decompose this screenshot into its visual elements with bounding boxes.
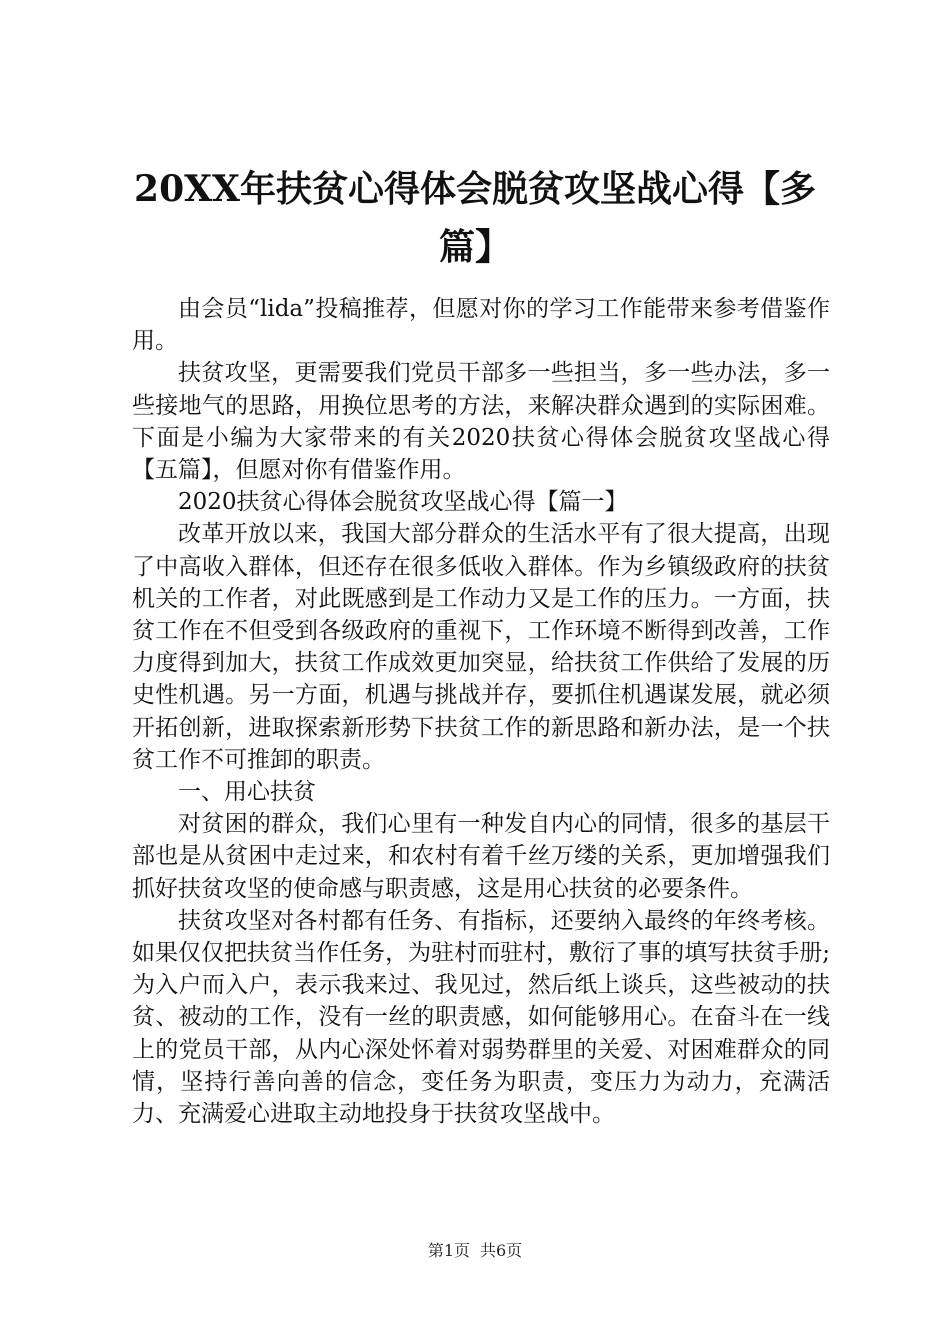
page-footer — [0, 1241, 950, 1261]
paragraph-body: 改革开放以来，我国大部分群众的生活水平有了很大提高，出现了中高收入群体，但还存在很多低收入群体。作为乡镇级政府的扶贫机关的工作者，对此既感到是工作动力又是工作的压力。一方面，扶贫工作在不但受到各级政府的重视下，工作环境不断得到改善，工作力度得到加大，扶贫工作成效更加突显，给扶贫工作供给了发展的历史性机遇。另一方面，机遇与挑战并存，要抓住机遇谋发展，就必须开拓创新，进取探索新形势下扶贫工作的新思路和新办法，是一个扶贫工作不可推卸的职责。 — [132, 521, 830, 773]
paragraph-body: 对贫困的群众，我们心里有一种发自内心的同情，很多的基层干部也是从贫困中走过来，和农村有着千丝万缕的关系，更加增强我们抓好扶贫攻坚的使命感与职责感，这是用心扶贫的必要条件。 — [132, 811, 830, 902]
paragraph-intro: 扶贫攻坚，更需要我们党员干部多一些担当，多一些办法，多一些接地气的思路，用换位思考的方法，来解决群众遇到的实际困难。下面是小编为大家带来的有关2020扶贫心得体会脱贫攻坚战心得【五篇】，但愿对你有借鉴作用。 — [132, 360, 830, 484]
paragraph-source-note: 由会员“lida”投稿推荐，但愿对你的学习工作能带来参考借鉴作用。 — [132, 296, 830, 355]
subsection-heading: 一、用心扶贫 — [178, 779, 316, 806]
paragraph-body: 扶贫攻坚对各村都有任务、有指标，还要纳入最终的年终考核。如果仅仅把扶贫当作任务，为驻村而驻村，敷衍了事的填写扶贫手册;为入户而入户，表示我来过、我见过，然后纸上谈兵，这些被动的扶贫、被动的工作，没有一丝的职责感，如何能够用心。在奋斗在一线上的党员干部，从内心深处怀着对弱势群里的关爱、对困难群众的同情，坚持行善向善的信念，变任务为职责，变压力为动力，充满活力、充满爱心进取主动地投身于扶贫攻坚战中。 — [132, 907, 830, 1128]
section-heading: 2020扶贫心得体会脱贫攻坚战心得【篇一】 — [178, 489, 628, 516]
document-body — [132, 293, 830, 1130]
page-total: 共6页 — [480, 1241, 523, 1260]
document-title: 20XX年扶贫心得体会脱贫攻坚战心得【多篇】 — [134, 168, 816, 268]
page-number: 第1页 — [427, 1241, 470, 1260]
